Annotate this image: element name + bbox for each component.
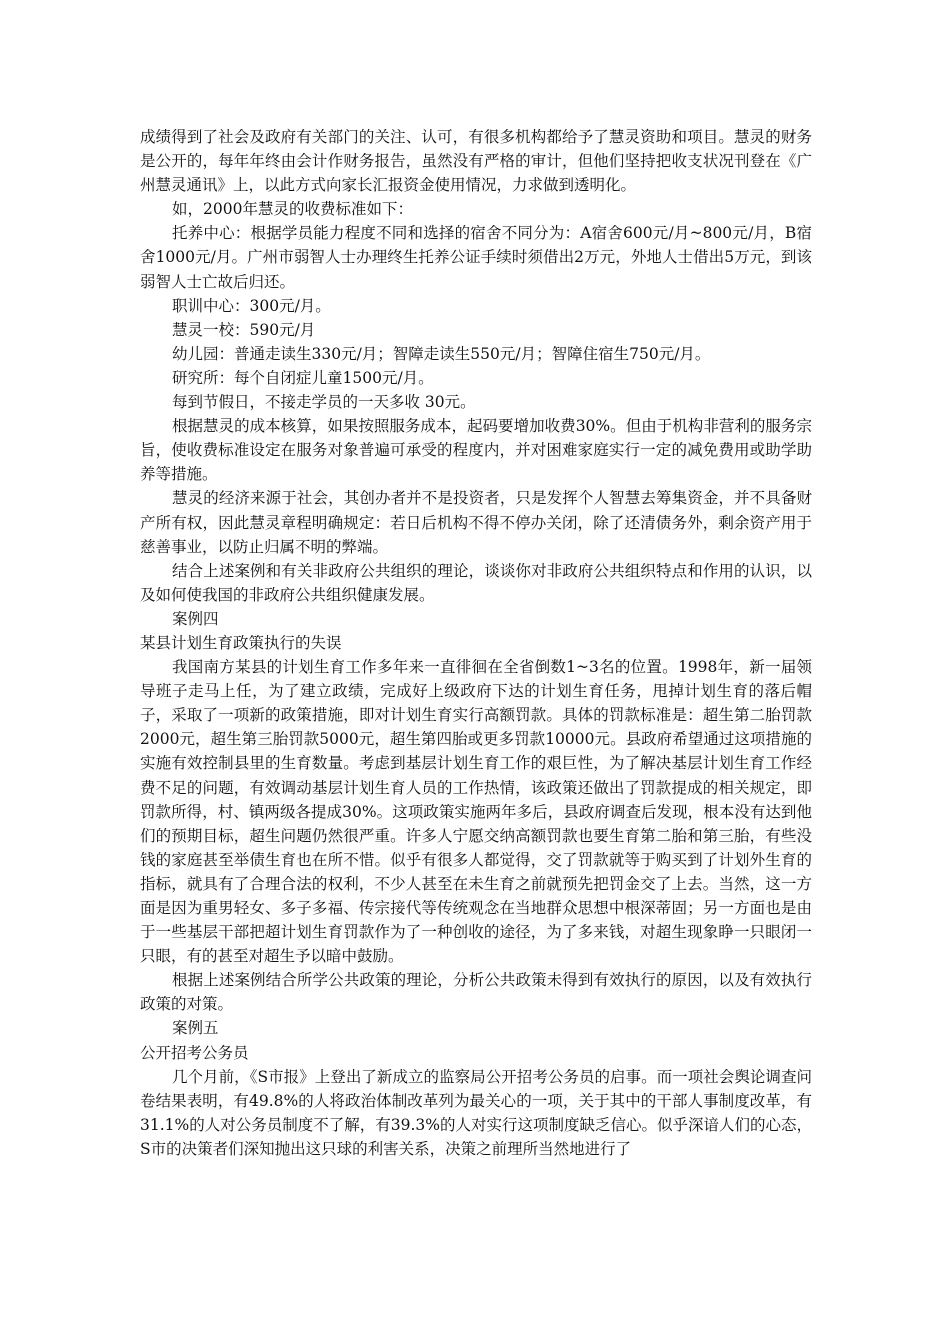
paragraph-question-4: 根据上述案例结合所学公共政策的理论，分析公共政策未得到有效执行的原因，以及有效执行政策的对策。 bbox=[140, 971, 812, 1014]
case-title-4: 某县计划生育政策执行的失误 bbox=[140, 633, 342, 652]
case-title-5: 公开招考公务员 bbox=[140, 1043, 249, 1062]
paragraph-funding-transparency: 成绩得到了社会及政府有关部门的关注、认可，有很多机构都给予了慧灵资助和项目。慧灵的财务是公开的，每年年终由会计作财务报告，虽然没有严格的审计，但他们坚持把收支状况刊登在《广州慧灵通讯》上，以此方式向家长汇报资金使用情况，力求做到透明化。 bbox=[140, 128, 812, 195]
paragraph-fee-kindergarten: 幼儿园：普通走读生330元/月；智障走读生550元/月；智障住宿生750元/月。 bbox=[172, 344, 711, 363]
paragraph-fee-training-center: 职训中心：300元/月。 bbox=[172, 296, 331, 315]
paragraph-case-5-body: 几个月前，《S市报》上登出了新成立的监察局公开招考公务员的启事。而一项社会舆论调查问卷结果表明，有49.8%的人将政治体制改革列为最关心的一项，关于其中的干部人事制度改革，有31.1%的人对公务员制度不了解，有39.3%的人对实行这项制度缺乏信心。似乎深谙人们的心态，S市的决策者们深知抛出这只球的利害关系，决策之前理所当然地进行了 bbox=[140, 1067, 812, 1158]
paragraph-question-3: 结合上述案例和有关非政府公共组织的理论，谈谈你对非政府公共组织特点和作用的认识，以及如何使我国的非政府公共组织健康发展。 bbox=[140, 561, 812, 604]
paragraph-case-4-body: 我国南方某县的计划生育工作多年来一直徘徊在全省倒数1~3名的位置。1998年，新一届领导班子走马上任，为了建立政绩，完成好上级政府下达的计划生育任务，甩掉计划生育的落后帽子，采取了一项新的政策措施，即对计划生育实行高额罚款。具体的罚款标准是：超生第二胎罚款2000元，超生第三胎罚款5000元，超生第四胎或更多罚款10000元。县政府希望通过这项措施的实施有效控制县里的生育数量。考虑到基层计划生育工作的艰巨性，为了解决基层计划生育工作经费不足的问题，有效调动基层计划生育人员的工作热情，该政策还做出了罚款提成的相关规定，即罚款所得，村、镇两级各提成30%。这项政策实施两年多后，县政府调查后发现，根本没有达到他们的预期目标，超生问题仍然很严重。许多人宁愿交纳高额罚款也要生育第二胎和第三胎，有些没钱的家庭甚至举债生育也在所不惜。似乎有很多人都觉得，交了罚款就等于购买到了计划外生育的指标，就具有了合理合法的权利，不少人甚至在未生育之前就预先把罚金交了上去。当然，这一方面是因为重男轻女、多子多福、传宗接代等传统观念在当地群众思想中根深蒂固；另一方面也是由于一些基层干部把超计划生育罚款作为了一种创收的途径，为了多来钱，对超生现象睁一只眼闭一只眼，有的甚至对超生予以暗中鼓励。 bbox=[140, 658, 812, 966]
paragraph-fee-intro: 如，2000年慧灵的收费标准如下： bbox=[172, 200, 413, 219]
paragraph-funding-source: 慧灵的经济来源于社会，其创办者并不是投资者，只是发挥个人智慧去筹集资金，并不具备财产所有权，因此慧灵章程明确规定：若日后机构不得不停办关闭，除了还清债务外，剩余资产用于慈善事业，以防止归属不明的弊端。 bbox=[140, 489, 812, 556]
paragraph-fee-care-center: 托养中心：根据学员能力程度不同和选择的宿舍不同分为：A宿舍600元/月~800元/月，B宿舍1000元/月。广州市弱智人士办理终生托养公证手续时须借出2万元，外地人士借出5万元，到该弱智人士亡故后归还。 bbox=[140, 224, 812, 291]
document-body bbox=[140, 125, 812, 1161]
case-heading-4: 案例四 bbox=[172, 609, 219, 628]
paragraph-fee-school: 慧灵一校：590元/月 bbox=[172, 320, 316, 339]
case-heading-5: 案例五 bbox=[172, 1019, 219, 1038]
paragraph-cost-accounting: 根据慧灵的成本核算，如果按照服务成本，起码要增加收费30%。但由于机构非营利的服务宗旨，使收费标准设定在服务对象普遍可承受的程度内，并对困难家庭实行一定的减免费用或助学助养等措施。 bbox=[140, 417, 812, 484]
paragraph-fee-institute: 研究所：每个自闭症儿童1500元/月。 bbox=[172, 368, 434, 387]
paragraph-fee-holiday: 每到节假日，不接走学员的一天多收 30元。 bbox=[172, 393, 476, 412]
